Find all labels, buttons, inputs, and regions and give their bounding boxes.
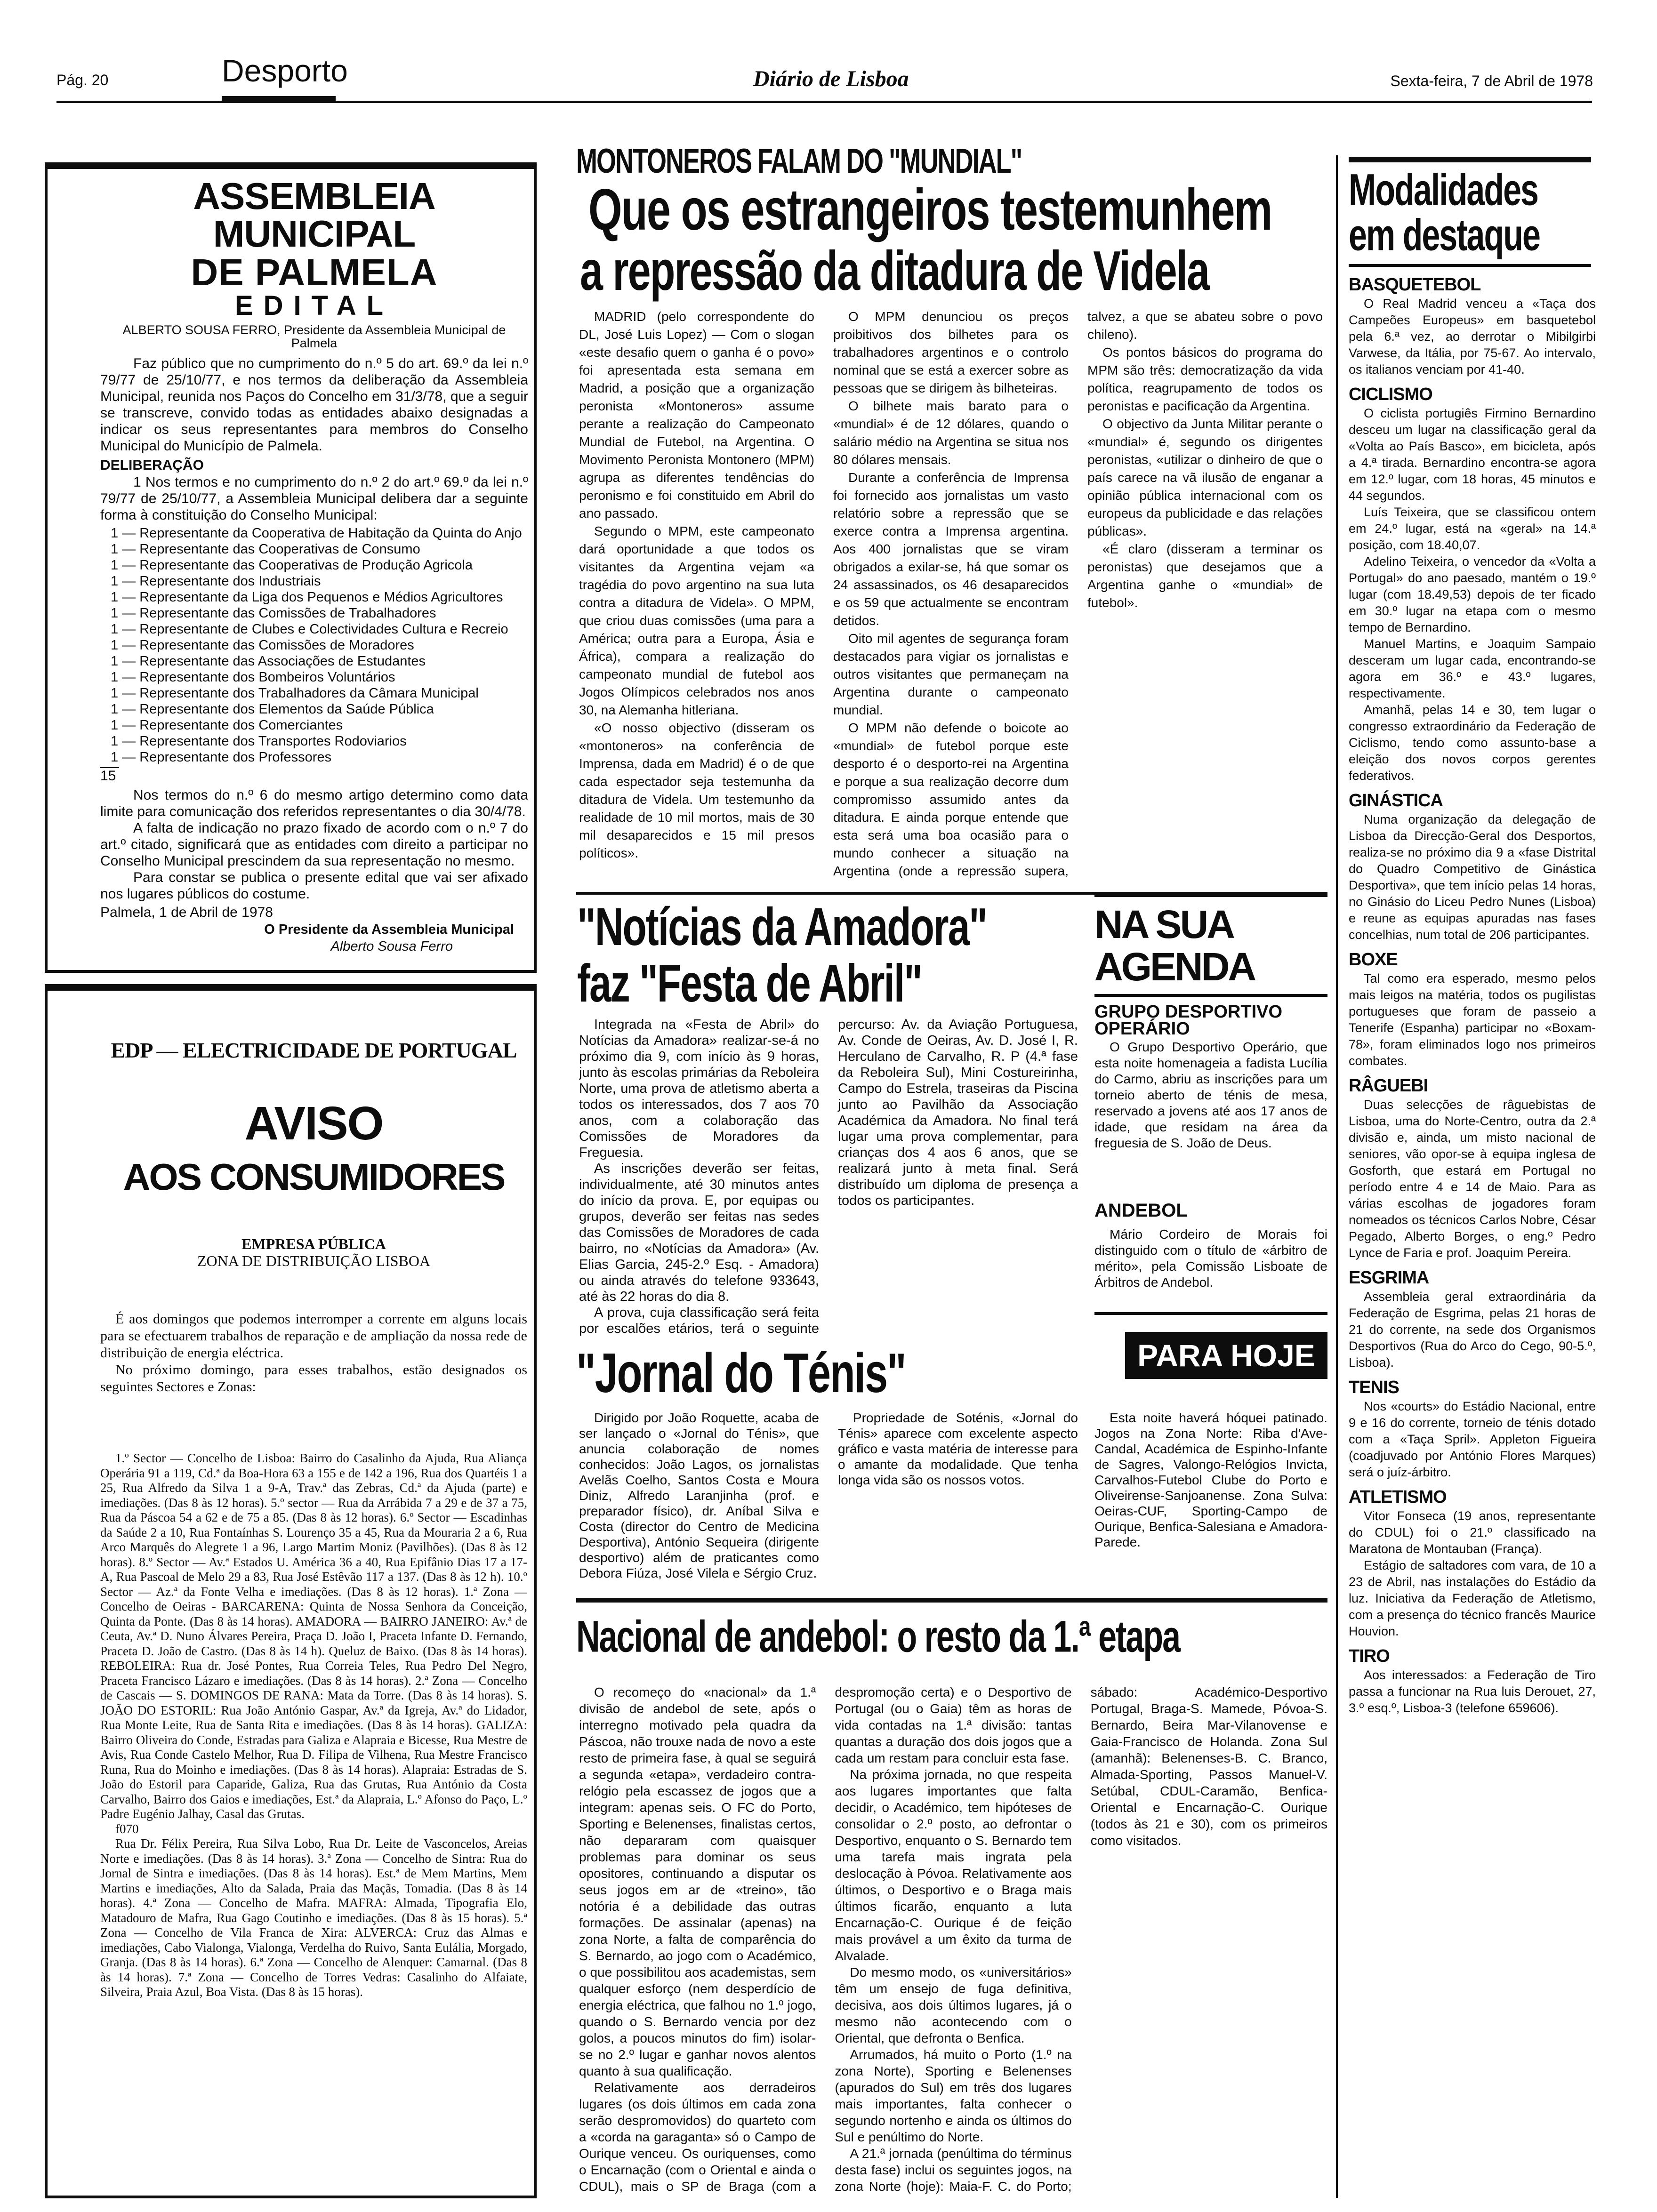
modalidades-title-1: Modalidades — [1349, 165, 1538, 215]
sport-paragraph: O Real Madrid venceu a «Taça dos Campeões Europeus» em basquetebol pela 6.ª vez, ao derrotar o Mibilgirbi Varwese, da Itália, por 75-67. Ao intervalo, os italianos venciam por 41-40. — [1349, 297, 1596, 377]
modalidades-body — [1349, 268, 1596, 2188]
edp-sector-paragraph: f070 — [115, 1821, 139, 1836]
sport-heading: ATLETISMO — [1349, 1487, 1447, 1507]
sport-heading: RÂGUEBI — [1349, 1076, 1428, 1096]
headline-line-2: a repressão da ditadura de Videla — [580, 239, 1209, 302]
article-paragraph: Oito mil agentes de segurança foram destacados para vigiar os jornalistas e outros visitantes que permaneçam na Argentina durante o campeonato mundial. — [833, 631, 1069, 717]
article-paragraph: «O nosso objectivo (disseram os «montoneros» na conferência de Imprensa, dada em Madrid) é o de que cada espectador seja testemunha da ditadura de Videla. Um testemunho da realidade de 10 mil mortos, mais de 30 mil desaparecidos e 15 mil presos políticos». — [579, 721, 814, 860]
signature-title: O Presidente da Assembleia Municipal — [264, 922, 514, 937]
sport-paragraph: Estágio de saltadores com vara, de 10 a 23 de Abril, nas instalações do Estádio da luz. Iniciativa da Federação de Atletismo, com a presença do técnico francês Maurice Houvion. — [1349, 1558, 1596, 1638]
article-body-andebol — [579, 1684, 1327, 2197]
article-paragraph: O MPM não defende o boicote ao «mundial» de futebol porque este desporto é o desporto-rei na Argentina e porque a sua realização decorre dum compromisso assumido antes da ditadura. E ainda porque entende que esta será uma boa ocasião para o mundo conhecer a situação na Argentina (onde a repressão supera, talvez, a que se abateu sobre o povo chileno). — [833, 309, 1323, 878]
representative-item: 1 — Representante da Liga dos Pequenos e Médios Agricultores — [111, 590, 503, 605]
sport-paragraph: Adelino Teixeira, o vencedor da «Volta a Portugal» do ano paesado, mantém o 19.º lugar (com 18.49,53) depois de ter ficado em 30.º lugar na etapa com o mesmo tempo de Bernardino. — [1349, 554, 1596, 634]
agenda-item-paragraph: O Grupo Desportivo Operário, que esta noite homenageia a fadista Lucília do Carmo, abriu as inscrições para um torneio aberto de ténis de mesa, reservado a jovens até aos 17 anos de idade, que residam na área da freguesia de S. João de Deus. — [1094, 1040, 1327, 1150]
agenda-top-rule — [1094, 894, 1327, 897]
article-paragraph: Durante a conferência de Imprensa foi fornecido aos jornalistas um vasto relatório sobre a repressão que se exerce contra a Imprensa argentina. Aos 400 jornalistas que se viram obrigados a exilar-se, há que somar os 24 assassinados, os 46 desaparecidos e os 59 que actualmente se encontram detidos. — [833, 470, 1069, 628]
article-paragraph: Relativamente aos derradeiros lugares (os dois últimos em cada zona serão despromovidos) do quarteto com a «corda na garaganta» só o Campo de Ourique venceu. Os ouriquenses, como o Encarnação (com o Oriental e ainda o CDUL), mais o SP de Braga (com a despromoção certa) e o Desportivo de Portugal (ou o Gaia) têm as horas de vida contadas na 1.ª divisão: tantas quantas a duração dos dois jogos que a cada um restam para concluir esta fase. — [579, 1685, 1072, 2194]
article-headline — [588, 177, 1272, 242]
tenis-headline — [576, 1341, 906, 1404]
edp-title-aviso: AVISO — [244, 1097, 383, 1150]
article-paragraph: Os pontos básicos do programa do MPM são três: democratização da vida política, reagrupamento de todos os peronistas e pacificação da Argentina. — [1087, 345, 1323, 413]
representative-item: 1 — Representante dos Transportes Rodoviarios — [111, 734, 407, 749]
kicker-text: MONTONEROS FALAM DO "MUNDIAL" — [576, 142, 1022, 180]
article-paragraph: Propriedade de Soténis, «Jornal do Ténis» aparece com excelente aspecto gráfico e vasta matéria de interesse para o amante da modalidade. Que tenha longa vida são os nossos votos. — [838, 1411, 1078, 1487]
modalidades-title-2-text: em destaque — [1349, 210, 1540, 260]
representative-item: 1 — Representante dos Bombeiros Voluntários — [111, 670, 395, 685]
sport-heading: TIRO — [1349, 1646, 1390, 1666]
sport-paragraph: O ciclista portugiês Firmino Bernardino desceu um lugar na classificação geral da «Volta ao País Basco», em bicicleta, após a 4.ª tirada. Bernardino encontra-se agora em 12.º lugar, com 18 horas, 45 minutos e 44 segundos. — [1349, 406, 1596, 503]
article-kicker — [576, 142, 1022, 180]
representative-item: 1 — Representante dos Industriais — [111, 574, 321, 589]
edp-sectors-list — [100, 1451, 527, 2185]
notice-paragraph: Para constar se publica o presente edital que vai ser afixado nos lugares públicos do costume. — [100, 870, 528, 902]
sport-paragraph: Duas selecções de râguebistas de Lisboa, uma do Norte-Centro, outra da 2.ª divisão e, ainda, um misto nacional de seniores, vão opor-se à equipa inglesa de Gosforth, que estará em Portugal no período entre 4 e 14 de Maio. Para as várias escolhas de jogadores foram nomeados os técnicos Carlos Nobre, César Pegado, Alberto Borges, o eng.º Pedro Lynce de Faria e prof. Joaquim Pereira. — [1349, 1098, 1596, 1260]
representative-item: 1 — Representante das Comissões de Trabalhadores — [111, 606, 436, 621]
article-paragraph: MADRID (pelo correspondente do DL, José Luis Lopez) — Com o slogan «este desafio quem o ganha é o povo» foi apresentada esta semana em Madrid, a posição que a organização peronista «Montoneros» assume perante a realização do Campeonato Mundial de Futebol, na Argentina. O Movimento Peronista Montonero (MPM) agrupa as diferentes tendências do peronismo e foi constituido em Abril do ano passado. — [579, 309, 814, 521]
deliberation-text — [100, 474, 528, 523]
notice-title: ASSEMBLEIA MUNICIPAL — [193, 175, 435, 255]
sport-paragraph: Numa organização da delegação de Lisboa da Direcção-Geral dos Desportos, realiza-se no próximo dia 9 a «fase Distrital do Quadro Competitivo de Ginástica Desportiva», que tem início pelas 14 horas, no Ginásio do Liceu Pedro Nunes (Lisboa) e reune as equipas apuradas nas fases concelhias, num total de 206 participantes. — [1349, 812, 1596, 942]
para-hoje-title: PARA HOJE — [1137, 1338, 1315, 1373]
para-hoje-text — [1094, 1410, 1327, 1584]
agenda-item-text — [1094, 1039, 1327, 1151]
article-body-amadora — [579, 1017, 1078, 1337]
andebol-headline-text: Nacional de andebol: o resto da 1.ª etapa — [576, 1611, 1180, 1661]
representative-item: 1 — Representante dos Professores — [111, 750, 332, 765]
edp-intro-paragraph: É aos domingos que podemos interromper a corrente em alguns locais para se efectuarem trabalhos de reparação e de ampliação da nossa rede de distribuição de energia eléctrica. — [100, 1311, 527, 1361]
edp-sector-paragraph: 1.º Sector — Concelho de Lisboa: Bairro do Casalinho da Ajuda, Rua Aliança Operária 91 a 119, Cd.ª da Boa-Hora 63 a 155 e de 142 a 196, Rua dos Quartéis 1 a 25, Rua Alfredo da Silva 1 a 9-A, Trav.ª das Zebras, Cd.ª da Ajuda (parte) e imediações. (Das 8 às 12 horas). 5.º sector — Rua da Arrábida 7 a 29 e de 37 a 75, Rua da Páscoa 54 a 62 e de 75 a 85. (Das 8 às 12 horas). 6.º Sector — Escadinhas da Saúde 2 a 10, Rua Fontaínhas S. Lourenço 35 a 45, Rua da Mouraria 2 a 6, Rua Arco Marquês do Alegrete 1 a 96, Largo Martim Moniz (Pavilhões). (Das 8 às 12 horas). 8.º Sector — Av.ª Estados U. América 36 a 40, Rua Epifânio Dias 17 a 17-A, Rua Pascoal de Melo 29 a 83, Rua José Estêvão 117 a 137. (Das 8 às 12 h). 10.º Sector — Az.ª da Fonte Velha e imediações. (Das 8 às 12 horas). 1.ª Zona — Concelho de Oeiras - BARCARENA: Quinta de Nossa Senhora da Conceição, Quinta da Ponte. (Das 8 às 14 horas). AMADORA — BAIRRO JANEIRO: Av.ª de Ceuta, Av.ª D. Nuno Álvares Pereira, Praça D. João I, Praceta Infante D. Fernando, Praceta D. João de Castro. (Das 8 às 14 h). Queluz de Baixo. (Das 8 às 14 horas). REBOLEIRA: Rua dr. José Pontes, Rua Correia Teles, Rua Pedro Del Negro, Praceta Francisco Lázaro e imediações. (Das 8 às 14 horas). 2.ª Zona — Concelho de Cascais — S. DOMINGOS DE RANA: Mata da Torre. (Das 8 às 14 horas). S. JOÃO DO ESTORIL: Rua João António Gaspar, Av.ª da Igreja, Av.ª do Lidador, Rua Monte Leite, Rua de Santa Rita e imediações. (Das 8 às 14 horas). GALIZA: Bairro Oliveira do Conde, Estradas para Galiza e Alapraia e Bicesse, Rua Mestre de Avis, Rua Conde Castelo Melhor, Rua D. Filipa de Vilhena, Rua Mestre Francisco Runa, Rua do Moinho e imediações. (Das 8 às 14 horas). Alapraia: Estradas de S. João do Estoril para Caparide, Galiza, Rua das Grutas, Rua António da Costa Carvalho, Bairro dos Gaios e imediações, Est.ª da Alapraia, L.º Afonso do Paço, L.º Padre Eugénio Jalhay, Casal das Grutas. — [100, 1451, 527, 1821]
para-hoje-banner — [1125, 1332, 1327, 1379]
amadora-headline — [577, 897, 987, 957]
article-paragraph: O MPM denunciou os preços proibitivos dos bilhetes para os trabalhadores argentinos e o controlo nominal que se está a exercer sobre as pessoas que se dirigem às bilheteiras. — [833, 309, 1069, 395]
place-date: Palmela, 1 de Abril de 1978 — [100, 905, 273, 920]
representative-item: 1 — Representante das Cooperativas de Produção Agricola — [111, 558, 473, 573]
edp-company: EDP — ELECTRICIDADE DE PORTUGAL — [111, 1038, 517, 1062]
representative-item: 1 — Representante das Cooperativas de Consumo — [111, 542, 420, 557]
andebol-headline — [576, 1611, 1180, 1661]
edp-intro-paragraph: No próximo domingo, para esses trabalhos, estão designados os seguintes Sectores e Zonas: — [100, 1362, 527, 1395]
article-paragraph: O recomeço do «nacional» da 1.ª divisão de andebol de sete, após o interregno motivado pela quadra da Páscoa, não trouxe nada de novo a este resto de primeira fase, à qual se seguirá a segunda «etapa», verdadeiro contra-relógio pela escassez de jogos que a integram: apenas seis. O FC do Porto, Sporting e Belenenses, finalistas certos, não depararam com quaisquer problemas para dominar os seus opositores, continuando a disputar os seus jogos em ar de «treino», tão notória é a debilidade das outras formações. De assinalar (apenas) na zona Norte, a falta de comparência do S. Bernardo, ao jogo com o Académico, o que possibilitou aos academistas, sem qualquer esforço (nem desperdício de energia eléctrica, que falhou no 1.º jogo, quando o S. Bernardo vencia por dez golos, a poucos minutos do fim) isolar-se no 2.º lugar e ganhar novos alentos quanto à sua qualificação. — [579, 1685, 816, 2078]
agenda-title-1: NA SUA — [1094, 902, 1233, 946]
amadora-headline-1: "Notícias da Amadora" — [577, 897, 987, 957]
article-paragraph: Dirigido por João Roquette, acaba de ser lançado o «Jornal do Ténis», que anuncia colaboração de nomes conhecidos: João Lagos, os jornalistas Avelãs Coelho, Santos Costa e Moura Diniz, Alfredo Laranjinha (prof. e preparador físico), dr. Aníbal Silva e Costa (director do Centro de Medicina Desportiva), António Sequeira (dirigente desportivo) além de praticantes como Debora Fiúza, José Vilela e Sérgio Cruz. — [579, 1411, 819, 1580]
sport-paragraph: Nos «courts» do Estádio Nacional, entre 9 e 16 do corrente, torneio de ténis dotado com a «Taça Spril». Appleton Figueira (coadjuvado por António Flores Marques) será o juíz-árbitro. — [1349, 1399, 1596, 1479]
representative-item: 1 — Representante das Associações de Estudantes — [111, 654, 426, 669]
article-paragraph: «É claro (disseram a terminar os peronistas) que desejamos que a Argentina ganhe o «mundial» de futebol». — [1087, 542, 1323, 610]
assembleia-edital-notice — [45, 162, 537, 973]
notice-content — [100, 177, 528, 955]
representative-item: 1 — Representante de Clubes e Colectividades Cultura e Recreio — [111, 622, 508, 637]
representative-item: 1 — Representante dos Comerciantes — [111, 718, 343, 733]
article-paragraph: O objectivo da Junta Militar perante o «mundial» é, segundo os dirigentes peronistas, «utilizar o dinheiro de que o país carece na vã ilusão de enganar a opinião pública internacional com os europeus da publicidade e das relações públicas». — [1087, 417, 1323, 538]
notice-intro — [100, 355, 528, 454]
representative-item: 1 — Representante dos Elementos da Saúde Pública — [111, 702, 434, 717]
notice-paragraph: A falta de indicação no prazo fixado de acordo com o n.º 7 do art.º citado, significará que as entidades com direito a participar no Conselho Municipal prescindem da sua representação no mesmo. — [100, 820, 528, 869]
amadora-headline-2-text: faz "Festa de Abril" — [577, 953, 922, 1013]
agenda-item-text — [1094, 1226, 1327, 1290]
article-paragraph: As inscrições deverão ser feitas, individualmente, até 30 minutos antes do início da prova. E, por equipas ou grupos, deverão ser feitas nas sedes das Comissões de Moradores de cada bairro, no «Notícias da Amadora» (Av. Elias Garcia, 245-2.º Esq. - Amadora) ou ainda através do telefone 933643, até às 22 horas do dia 8. — [579, 1161, 819, 1304]
article-paragraph: Na próxima jornada, no que respeita aos lugares importantes que falta decidir, o Académico, tem hipóteses de consolidar o 2.º posto, ao defrontar o Desportivo, enquanto o S. Bernardo tem uma tarefa mais ingrata pela deslocação à Póvoa. Relativamente aos últimos, o Desportivo e o Braga mais últimos ficarão, enquanto a luta Encarnação-C. Ourique é de feição mais provável a um êxito da turma de Alvalade. — [835, 1767, 1072, 1963]
representative-item: 1 — Representante dos Trabalhadores da Câmara Municipal — [111, 686, 479, 701]
edp-subtitle-zona: ZONA DE DISTRIBUIÇÃO LISBOA — [197, 1252, 431, 1269]
sport-heading: BOXE — [1349, 950, 1398, 970]
masthead: Diário de Lisboa — [753, 66, 909, 91]
representative-item: 1 — Representante das Comissões de Moradores — [111, 638, 414, 653]
edp-title-consumidores: AOS CONSUMIDORES — [123, 1156, 505, 1198]
sport-paragraph: Manuel Martins, e Joaquim Sampaio desceram um lugar cada, encontrando-se agora em 36.º e 43.º lugares, respectivamente. — [1349, 637, 1596, 700]
edp-notice — [45, 984, 537, 2198]
deliberation-heading: DELIBERAÇÃO — [100, 457, 204, 473]
sport-heading: CICLISMO — [1349, 385, 1432, 404]
agenda-item-heading: ANDEBOL — [1094, 1200, 1188, 1221]
sport-paragraph: Tal como era esperado, mesmo pelos mais leigos na matéria, todos os pugilistas portugueses que foram de passeio a Tenerife (Espanha) participar no «Boxam-78», foram eliminados logo nos primeiros combates. — [1349, 971, 1596, 1068]
agenda-title-2: AGENDA — [1094, 945, 1255, 989]
sport-heading: ESGRIMA — [1349, 1268, 1429, 1288]
agenda-bottom-rule — [1094, 1312, 1327, 1315]
article-body-montoneros — [579, 308, 1323, 887]
article-paragraph: O bilhete mais barato para o «mundial» é de 12 dólares, quando o salário médio na Argentina se situa nos 80 dólares mensais. — [833, 399, 1069, 467]
article-paragraph: Do mesmo modo, os «universitários» têm um ensejo de fuga definitiva, decisiva, aos dois últimos lugares, já o mesmo não acontecendo com o Oriental, que defronta o Benfica. — [835, 1965, 1072, 2045]
sport-paragraph: Amanhã, pelas 14 e 30, tem lugar o congresso extraordinário da Federação de Ciclismo, tendo como assunto-base a eleição dos novos corpos gerentes federativos. — [1349, 703, 1596, 783]
notice-closing — [100, 787, 528, 902]
heavy-divider — [576, 1598, 1327, 1603]
sport-paragraph: Aos interessados: a Federação de Tiro passa a funcionar na Rua luis Derouet, 27, 3.º esq.º, Lisboa-3 (telefone 659606). — [1349, 1668, 1596, 1715]
article-paragraph: A 21.ª jornada (penúltima do términus desta fase) inclui os seguintes jogos, na zona Norte (hoje): Maia-F. C. do Porto; sábado: Académico-Desportivo Portugal, Braga-S. Mamede, Póvoa-S. Bernardo, Beira Mar-Vilanovense e Gaia-Francisco de Holanda. Zona Sul (amanhã): Belenenses-B. C. Branco, Almada-Sporting, Passos Manuel-V. Setúbal, CDUL-Caramão, Benfica-Oriental e Encarnação-C. Ourique (todos às 21 e 30), com os primeiros como visitados. — [835, 1685, 1327, 2194]
sport-heading: GINÁSTICA — [1349, 791, 1443, 810]
representatives-list — [100, 525, 528, 765]
representatives-total: 15 — [100, 767, 119, 784]
agenda-item-paragraph: Mário Cordeiro de Morais foi distinguido com o título de «árbitro de mérito», pela Comissão Lisboate de Árbitros de Andebol. — [1094, 1227, 1327, 1290]
section-title: Desporto — [222, 53, 348, 88]
sport-paragraph: Vitor Fonseca (19 anos, representante do CDUL) foi o 21.º classificado na Maratona de Montauban (França). — [1349, 1509, 1596, 1556]
sport-paragraph: Luís Teixeira, que se classificou ontem em 24.º lugar, está na «geral» na 14.ª posição, com 18.40,07. — [1349, 505, 1596, 552]
representative-item: 1 — Representante da Cooperativa de Habitação da Quinta do Anjo — [111, 526, 522, 541]
tenis-headline-text: "Jornal do Ténis" — [576, 1341, 906, 1404]
amadora-headline-2 — [577, 953, 922, 1013]
article-headline-2 — [580, 239, 1209, 302]
notice-intro-paragraph: Faz público que no cumprimento do n.º 5 do art. 69.º da lei n.º 79/77 de 25/10/77, e nos termos da deliberação da Assembleia Municipal, reunida nos Paços do Concelho em 31/3/78, que a seguir se transcreve, convido todas as entidades abaixo designadas a indicar os seus representantes para membros do Conselho Municipal do Município de Palmela. — [100, 356, 528, 454]
header-rule — [56, 101, 1592, 103]
sport-heading: TENIS — [1349, 1378, 1399, 1397]
page-number: Pág. 20 — [56, 72, 109, 88]
agenda-rule — [1094, 994, 1327, 997]
edp-sector-paragraph: Rua Dr. Félix Pereira, Rua Silva Lobo, Rua Dr. Leite de Vasconcelos, Areias Norte e imediações. (Das 8 às 14 horas). 3.ª Zona — Concelho de Sintra: Rua do Jornal de Sintra e imediações. (Das 8 às 14 horas). Est.ª de Mem Martins, Mem Martins e imediações, Alto da Salada, Praia das Maçãs, Tomadia. (Das 8 às 14 horas). 4.ª Zona — Concelho de Mafra. MAFRA: Almada, Tipografia Elo, Matadouro de Mafra, Rua Gago Coutinho e imediações. (Das 8 às 15 horas). 5.ª Zona — Concelho de Vila Franca de Xira: ALVERCA: Cruz das Almas e imediações, Cabo Vialonga, Vialonga, Verdelha do Ruivo, Santa Eulália, Morgado, Granja. (Das 8 às 14 horas). 6.ª Zona — Concelho de Alenquer: Camarnal. (Das 8 às 14 horas). 7.ª Zona — Concelho de Torres Vedras: Casalinho do Alfaiate, Silveira, Praia Azul, Boa Vista. (Das 8 às 15 horas). — [100, 1836, 527, 1999]
para-hoje-paragraph: Esta noite haverá hóquei patinado. Jogos na Zona Norte: Riba d'Ave-Candal, Académica de Espinho-Infante de Sagres, Valongo-Relógios Invicta, Carvalhos-Futebol Clube do Porto e Oliveirense-Sanjoanense. Zona Sulva: Oeiras-CUF, Sporting-Campo de Ourique, Benfica-Salesiana e Amadora-Parede. — [1094, 1411, 1327, 1549]
edital-label: EDITAL — [234, 290, 394, 321]
headline-line-1: Que os estrangeiros testemunhem — [588, 177, 1272, 242]
notice-byline: ALBERTO SOUSA FERRO, Presidente da Assembleia Municipal de Palmela — [122, 323, 506, 350]
modalidades-title — [1349, 165, 1538, 215]
article-paragraph: A prova, cuja classificação será feita por escalões etários, terá o seguinte percurso: Av. da Aviação Portuguesa, Av. Conde de Oeiras, Av. D. José I, R. Herculano de Carvalho, R. P (4.ª fase da Reboleira Sul), Mini Costureirinha, Campo do Estrela, traseiras da Piscina junto ao Pavilhão da Associação Académica da Amadora. No final terá lugar uma prova complementar, para crianças dos 4 aos 6 anos, que se realizará junto à meta final. Será distribuído um diploma de presença a todos os participantes. — [579, 1017, 1078, 1336]
edp-intro — [100, 1311, 527, 1395]
modalidades-rule — [1349, 264, 1591, 267]
notice-paragraph: Nos termos do n.º 6 do mesmo artigo determino como data limite para comunicação dos referidos representantes o dia 30/4/78. — [100, 787, 528, 819]
modalidades-top-rule — [1349, 157, 1591, 162]
modalidades-title-2 — [1349, 210, 1540, 260]
notice-title-2: DE PALMELA — [191, 251, 438, 293]
sport-heading: BASQUETEBOL — [1349, 275, 1481, 295]
sport-paragraph: Assembleia geral extraordinária da Federação de Esgrima, pelas 21 horas de 21 do corrente, na sede dos Organismos Desportivos (Rua do Arco do Cego, 90-5.º, Lisboa). — [1349, 1290, 1596, 1370]
article-body-tenis — [579, 1410, 1078, 1584]
article-paragraph: Segundo o MPM, este campeonato dará oportunidade a que todos os visitantes da Argentina vejam «a tragédia do povo argentino na sua luta contra a ditadura de Videla». O MPM, que criou duas comissões (uma para a América; outra para a Europa, Ásia e África), compara a realização do campeonato mundial de futebol aos Jogos Olímpicos celebrados nos anos 30, na Alemanha hitleriana. — [579, 524, 814, 717]
agenda-item-heading: GRUPO DESPORTIVO OPERÁRIO — [1094, 1002, 1283, 1039]
issue-date: Sexta-feira, 7 de Abril de 1978 — [1390, 72, 1593, 89]
article-paragraph: Integrada na «Festa de Abril» do Notícias da Amadora» realizar-se-á no próximo dia 9, com início às 9 horas, junto às escolas primárias da Reboleira Norte, uma prova de atletismo aberta a todos os interessados, dos 7 aos 70 anos, com a colaboração das Comissões de Moradores da Freguesia. — [579, 1017, 819, 1160]
edp-subtitle-empresa: EMPRESA PÚBLICA — [241, 1235, 386, 1252]
deliberation-paragraph: 1 Nos termos e no cumprimento do n.º 2 do art.º 69.º da lei n.º 79/77 de 25/10/77, a Assembleia Municipal delibera dar a seguinte forma à constituição do Conselho Municipal: — [100, 474, 528, 523]
article-paragraph: Arrumados, há muito o Porto (1.º na zona Norte), Sporting e Belenenses (apurados do Sul) em três dos lugares mais importantes, falta conhecer o segundo nortenho e ainda os últimos do Sul e penúltimo do Norte. — [835, 2047, 1072, 2144]
signature-name: Alberto Sousa Ferro — [330, 939, 453, 954]
column-divider — [1336, 155, 1338, 2198]
agenda-box — [1094, 894, 1327, 1313]
